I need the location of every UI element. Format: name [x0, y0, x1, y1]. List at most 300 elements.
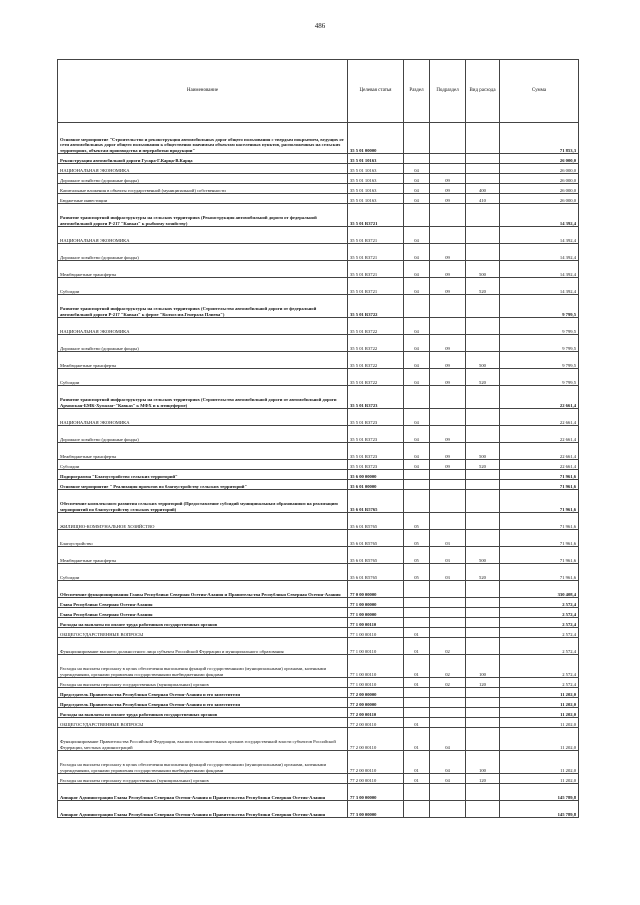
cell-sum: 9 799,5 — [500, 352, 579, 369]
cell-code: 35 5 01 R3721 — [348, 204, 404, 227]
cell-name: Аппарат Администрации Главы Республики Северная Осетия-Алания и Правительства Республики Северная Осетия-Алания — [58, 801, 348, 818]
cell-subsection: 09 — [430, 443, 466, 460]
cell-section: 01 — [404, 628, 430, 638]
cell-subsection — [430, 718, 466, 728]
cell-subsection: 09 — [430, 460, 466, 470]
cell-subsection: 09 — [430, 278, 466, 295]
cell-subsection: 09 — [430, 194, 466, 204]
cell-sum: 71 961,6 — [500, 530, 579, 547]
cell-subsection — [430, 608, 466, 618]
cell-section: 01 — [404, 718, 430, 728]
cell-section — [404, 801, 430, 818]
cell-section: 04 — [404, 184, 430, 194]
cell-code: 35 5 01 R3723 — [348, 409, 404, 426]
cell-code: 35 5 01 R3723 — [348, 460, 404, 470]
cell-section — [404, 598, 430, 608]
cell-kind — [466, 335, 500, 352]
cell-name: Дорожное хозяйство (дорожные фонды) — [58, 174, 348, 184]
cell-sum: 71 853,3 — [500, 123, 579, 154]
cell-section: 05 — [404, 547, 430, 564]
cell-sum: 9 799,5 — [500, 318, 579, 335]
cell-section — [404, 708, 430, 718]
cell-subsection: 02 — [430, 678, 466, 688]
cell-code: 77 2 00 00110 — [348, 751, 404, 774]
table-row — [58, 618, 579, 628]
cell-code: 35 5 01 10163 — [348, 174, 404, 184]
cell-code: 35 5 01 R3722 — [348, 369, 404, 386]
cell-sum: 145 789,8 — [500, 784, 579, 801]
cell-subsection: 02 — [430, 655, 466, 678]
table-row — [58, 409, 579, 426]
cell-code: 77 1 00 00110 — [348, 638, 404, 655]
cell-section: 04 — [404, 335, 430, 352]
cell-kind: 520 — [466, 278, 500, 295]
cell-kind: 100 — [466, 751, 500, 774]
cell-code: 35 5 01 R3723 — [348, 426, 404, 443]
cell-section: 01 — [404, 728, 430, 751]
table-row — [58, 154, 579, 164]
cell-subsection — [430, 801, 466, 818]
cell-name: Основное мероприятие " Реализация проектов по благоустройству сельских территорий" — [58, 480, 348, 490]
cell-section — [404, 688, 430, 698]
cell-kind: 520 — [466, 564, 500, 581]
cell-kind: 410 — [466, 194, 500, 204]
cell-name: Функционирование Правительства Российской Федерации, высших исполнительных органов государственной власти субъектов Российской Федерации, местных администраций — [58, 728, 348, 751]
cell-code: 35 5 01 R3722 — [348, 318, 404, 335]
cell-name: Расходы на выплаты персоналу государственных (муниципальных) органов — [58, 678, 348, 688]
cell-sum: 22 661,4 — [500, 426, 579, 443]
cell-kind — [466, 409, 500, 426]
cell-code: 77 2 00 00110 — [348, 774, 404, 784]
table-row — [58, 513, 579, 530]
cell-name: ОБЩЕГОСУДАРСТВЕННЫЕ ВОПРОСЫ — [58, 628, 348, 638]
table-row — [58, 678, 579, 688]
cell-kind — [466, 227, 500, 244]
cell-sum: 11 202,0 — [500, 774, 579, 784]
cell-subsection — [430, 295, 466, 318]
cell-name: Обеспечение функционирования Главы Республики Северная Осетия-Алания и Правительства Республики Северная Осетия-Алания — [58, 581, 348, 598]
cell-name: Межбюджетные трансферты — [58, 443, 348, 460]
cell-name: ОБЩЕГОСУДАРСТВЕННЫЕ ВОПРОСЫ — [58, 718, 348, 728]
cell-section: 04 — [404, 426, 430, 443]
cell-sum: 11 202,0 — [500, 688, 579, 698]
cell-kind — [466, 164, 500, 174]
cell-sum: 22 661,4 — [500, 409, 579, 426]
cell-sum: 11 202,0 — [500, 708, 579, 718]
cell-section: 04 — [404, 261, 430, 278]
cell-code: 35 5 01 R3722 — [348, 335, 404, 352]
cell-code: 77 2 00 00110 — [348, 718, 404, 728]
cell-kind: 100 — [466, 655, 500, 678]
cell-kind: 520 — [466, 369, 500, 386]
cell-section: 04 — [404, 369, 430, 386]
table-row — [58, 784, 579, 801]
cell-name: Субсидии — [58, 564, 348, 581]
table-row — [58, 184, 579, 194]
table-row — [58, 480, 579, 490]
cell-code: 35 5 01 R3722 — [348, 352, 404, 369]
cell-kind: 500 — [466, 261, 500, 278]
cell-subsection: 09 — [430, 426, 466, 443]
cell-name: Аппарат Администрации Главы Республики Северная Осетия-Алания и Правительства Республики Северная Осетия-Алания — [58, 784, 348, 801]
cell-code: 35 5 01 10163 — [348, 164, 404, 174]
cell-sum: 2 572,4 — [500, 618, 579, 628]
cell-section: 04 — [404, 244, 430, 261]
cell-sum: 2 572,4 — [500, 678, 579, 688]
cell-code: 77 1 00 00110 — [348, 655, 404, 678]
cell-section — [404, 386, 430, 409]
cell-section: 04 — [404, 227, 430, 244]
table-row — [58, 244, 579, 261]
cell-section: 04 — [404, 443, 430, 460]
cell-kind — [466, 718, 500, 728]
cell-name: Расходы на выплаты по оплате труда работников государственных органов — [58, 708, 348, 718]
cell-code: 77 0 00 00000 — [348, 581, 404, 598]
cell-kind — [466, 608, 500, 618]
cell-sum: 26 000,0 — [500, 184, 579, 194]
cell-sum: 11 202,0 — [500, 718, 579, 728]
cell-code: 77 2 00 00000 — [348, 698, 404, 708]
cell-section — [404, 470, 430, 480]
cell-section — [404, 123, 430, 154]
cell-name: Развитие транспортной инфраструктуры на сельских территориях (Строительство автомобильной дороги от федеральной автомобильной дороги Р-217 "Кавказ" к ферме "Колхоз им.Генерала Плиева") — [58, 295, 348, 318]
cell-sum: 22 661,4 — [500, 386, 579, 409]
table-row — [58, 751, 579, 774]
cell-code: 35 5 01 R3722 — [348, 295, 404, 318]
cell-sum: 11 202,0 — [500, 728, 579, 751]
cell-sum: 11 202,0 — [500, 751, 579, 774]
cell-name: Дорожное хозяйство (дорожные фонды) — [58, 335, 348, 352]
cell-name: Глава Республики Северная Осетия-Алания — [58, 598, 348, 608]
cell-kind — [466, 618, 500, 628]
cell-name: Расходы на выплаты персоналу в целях обеспечения выполнения функций государственными (муниципальными) органами, казенными учреждениями, органами управления государственными внебюджетными фондами — [58, 751, 348, 774]
cell-name: Развитие транспортной инфраструктуры на сельских территориях (Строительство автомобильной дороги от автомобильной дороги Архонская-БМК-Хумалаг-"Кавказ" к МФХ и к птицеферме) — [58, 386, 348, 409]
table-row — [58, 369, 579, 386]
cell-code: 35 5 01 R3721 — [348, 278, 404, 295]
cell-code: 77 1 00 00000 — [348, 598, 404, 608]
cell-code: 35 6 01 R5765 — [348, 547, 404, 564]
cell-kind: 120 — [466, 774, 500, 784]
cell-code: 35 5 01 R3723 — [348, 386, 404, 409]
cell-kind — [466, 318, 500, 335]
cell-sum: 2 572,4 — [500, 608, 579, 618]
cell-name: Субсидии — [58, 369, 348, 386]
cell-subsection — [430, 490, 466, 513]
cell-sum: 26 000,0 — [500, 174, 579, 184]
cell-name: Председатель Правительства Республики Северная Осетия-Алания и его заместители — [58, 688, 348, 698]
table-row — [58, 352, 579, 369]
cell-sum: 71 961,6 — [500, 490, 579, 513]
cell-subsection: 09 — [430, 369, 466, 386]
cell-section — [404, 204, 430, 227]
cell-kind — [466, 530, 500, 547]
cell-code: 35 5 01 10163 — [348, 194, 404, 204]
cell-kind — [466, 426, 500, 443]
cell-subsection — [430, 513, 466, 530]
cell-kind — [466, 490, 500, 513]
cell-subsection — [430, 598, 466, 608]
cell-kind: 520 — [466, 460, 500, 470]
cell-kind — [466, 801, 500, 818]
cell-kind: 500 — [466, 352, 500, 369]
cell-section: 05 — [404, 530, 430, 547]
cell-section — [404, 480, 430, 490]
cell-subsection — [430, 628, 466, 638]
cell-subsection — [430, 386, 466, 409]
table-row — [58, 801, 579, 818]
cell-section: 04 — [404, 460, 430, 470]
cell-kind — [466, 698, 500, 708]
cell-subsection — [430, 618, 466, 628]
cell-sum: 14 392,4 — [500, 227, 579, 244]
cell-code: 35 6 01 R5765 — [348, 564, 404, 581]
header-code: Целевая статья — [348, 60, 404, 123]
table-row — [58, 443, 579, 460]
table-row — [58, 688, 579, 698]
cell-section — [404, 784, 430, 801]
cell-code: 77 1 00 00000 — [348, 608, 404, 618]
cell-name: Расходы на выплаты персоналу государственных (муниципальных) органов — [58, 774, 348, 784]
cell-sum: 330 408,4 — [500, 581, 579, 598]
cell-sum: 14 392,4 — [500, 278, 579, 295]
table-row — [58, 318, 579, 335]
cell-sum: 9 799,5 — [500, 335, 579, 352]
cell-subsection: 04 — [430, 774, 466, 784]
cell-subsection — [430, 164, 466, 174]
cell-code: 77 1 00 00110 — [348, 618, 404, 628]
cell-sum: 26 000,0 — [500, 154, 579, 164]
cell-kind — [466, 513, 500, 530]
cell-name: Расходы на выплаты персоналу в целях обеспечения выполнения функций государственными (муниципальными) органами, казенными учреждениями, органами управления государственными внебюджетными фондами — [58, 655, 348, 678]
cell-subsection: 09 — [430, 184, 466, 194]
cell-name: Межбюджетные трансферты — [58, 352, 348, 369]
cell-subsection — [430, 784, 466, 801]
cell-name: Развитие транспортной инфраструктуры на сельских территориях (Реконструкция автомобильной дороги от федеральной автомобильной дороги Р-217 "Кавказ" к рыбному хозяйству) — [58, 204, 348, 227]
cell-section: 04 — [404, 174, 430, 184]
table-row — [58, 261, 579, 278]
cell-sum: 71 961,6 — [500, 564, 579, 581]
cell-code: 77 2 00 00110 — [348, 708, 404, 718]
cell-kind — [466, 628, 500, 638]
table-row — [58, 708, 579, 718]
cell-sum: 22 661,4 — [500, 460, 579, 470]
cell-section — [404, 608, 430, 618]
cell-name: НАЦИОНАЛЬНАЯ ЭКОНОМИКА — [58, 164, 348, 174]
budget-table — [57, 59, 579, 818]
cell-subsection — [430, 480, 466, 490]
table-row — [58, 194, 579, 204]
table-row — [58, 490, 579, 513]
table-row — [58, 530, 579, 547]
cell-name: Расходы на выплаты по оплате труда работников государственных органов — [58, 618, 348, 628]
cell-section — [404, 698, 430, 708]
cell-name: Межбюджетные трансферты — [58, 547, 348, 564]
table-row — [58, 581, 579, 598]
cell-name: ЖИЛИЩНО-КОММУНАЛЬНОЕ ХОЗЯЙСТВО — [58, 513, 348, 530]
cell-code: 77 3 00 00000 — [348, 801, 404, 818]
cell-code: 35 5 01 00000 — [348, 123, 404, 154]
cell-kind — [466, 728, 500, 751]
cell-kind — [466, 470, 500, 480]
cell-section: 01 — [404, 751, 430, 774]
cell-code: 77 3 00 00000 — [348, 784, 404, 801]
table-row — [58, 278, 579, 295]
cell-kind — [466, 174, 500, 184]
cell-name: Субсидии — [58, 278, 348, 295]
header-subsection: Подраздел — [430, 60, 466, 123]
cell-sum: 11 202,0 — [500, 698, 579, 708]
cell-code: 35 5 01 R3721 — [348, 244, 404, 261]
cell-section — [404, 581, 430, 598]
cell-code: 77 1 00 00110 — [348, 678, 404, 688]
cell-sum: 71 961,6 — [500, 513, 579, 530]
cell-sum: 26 000,0 — [500, 164, 579, 174]
cell-section — [404, 618, 430, 628]
cell-subsection: 09 — [430, 335, 466, 352]
cell-sum: 2 572,4 — [500, 655, 579, 678]
cell-section: 01 — [404, 638, 430, 655]
cell-subsection — [430, 698, 466, 708]
cell-kind — [466, 386, 500, 409]
table-row — [58, 564, 579, 581]
cell-kind — [466, 123, 500, 154]
table-row — [58, 608, 579, 618]
table-row — [58, 718, 579, 728]
cell-subsection: 03 — [430, 564, 466, 581]
cell-subsection: 03 — [430, 547, 466, 564]
cell-section: 05 — [404, 513, 430, 530]
header-name: Наименование — [58, 60, 348, 123]
cell-name: Бюджетные инвестиции — [58, 194, 348, 204]
table-header-row — [58, 60, 579, 123]
cell-kind — [466, 581, 500, 598]
cell-subsection — [430, 318, 466, 335]
cell-section: 04 — [404, 164, 430, 174]
cell-name: НАЦИОНАЛЬНАЯ ЭКОНОМИКА — [58, 409, 348, 426]
cell-kind — [466, 598, 500, 608]
cell-subsection: 09 — [430, 244, 466, 261]
cell-section: 04 — [404, 318, 430, 335]
cell-subsection: 09 — [430, 352, 466, 369]
cell-section: 01 — [404, 774, 430, 784]
cell-subsection — [430, 409, 466, 426]
cell-kind — [466, 784, 500, 801]
cell-subsection: 09 — [430, 174, 466, 184]
cell-code: 35 6 00 00000 — [348, 470, 404, 480]
header-kind: Вид расхода — [466, 60, 500, 123]
table-body — [58, 123, 579, 818]
cell-sum: 26 000,0 — [500, 194, 579, 204]
cell-sum: 9 799,5 — [500, 369, 579, 386]
table-row — [58, 547, 579, 564]
table-row — [58, 728, 579, 751]
cell-code: 35 6 01 R5765 — [348, 490, 404, 513]
cell-subsection: 02 — [430, 638, 466, 655]
cell-name: НАЦИОНАЛЬНАЯ ЭКОНОМИКА — [58, 318, 348, 335]
table-row — [58, 698, 579, 708]
cell-section: 01 — [404, 655, 430, 678]
cell-kind: 500 — [466, 443, 500, 460]
cell-name: НАЦИОНАЛЬНАЯ ЭКОНОМИКА — [58, 227, 348, 244]
cell-kind — [466, 638, 500, 655]
table-row — [58, 295, 579, 318]
cell-code: 77 2 00 00000 — [348, 688, 404, 698]
cell-code: 77 2 00 00110 — [348, 728, 404, 751]
cell-code: 35 5 01 R3721 — [348, 261, 404, 278]
cell-section: 04 — [404, 409, 430, 426]
cell-name: Председатель Правительства Республики Северная Осетия-Алания и его заместители — [58, 698, 348, 708]
cell-section: 04 — [404, 278, 430, 295]
cell-section — [404, 154, 430, 164]
header-section: Раздел — [404, 60, 430, 123]
cell-kind: 120 — [466, 678, 500, 688]
cell-name: Дорожное хозяйство (дорожные фонды) — [58, 244, 348, 261]
cell-sum: 71 961,6 — [500, 547, 579, 564]
cell-subsection: 04 — [430, 751, 466, 774]
cell-section — [404, 490, 430, 513]
cell-section — [404, 295, 430, 318]
cell-kind — [466, 708, 500, 718]
table-row — [58, 460, 579, 470]
cell-subsection — [430, 123, 466, 154]
cell-kind — [466, 295, 500, 318]
cell-kind — [466, 688, 500, 698]
cell-code: 35 6 01 00000 — [348, 480, 404, 490]
cell-kind: 500 — [466, 547, 500, 564]
cell-subsection — [430, 708, 466, 718]
cell-subsection — [430, 470, 466, 480]
cell-name: Функционирование высшего должностного лица субъекта Российской Федерации и муниципального образования — [58, 638, 348, 655]
cell-kind — [466, 154, 500, 164]
cell-subsection — [430, 688, 466, 698]
cell-sum: 22 661,4 — [500, 443, 579, 460]
cell-subsection: 03 — [430, 530, 466, 547]
cell-kind — [466, 244, 500, 261]
cell-subsection: 04 — [430, 728, 466, 751]
table-row — [58, 204, 579, 227]
page-number: 486 — [314, 22, 326, 30]
cell-name: Основное мероприятие "Строительство и реконструкция автомобильных дорог общего пользования с твердым покрытием, ведущих от сети автомобильных дорог общего пользования к общественно значимым объектам населенных пунктов, расположенных на сельских территориях, объектам производства и переработки продукции" — [58, 123, 348, 154]
table-row — [58, 174, 579, 184]
cell-name: Обеспечение комплексного развития сельских территорий (Предоставление субсидий муниципальным образованиям на реализацию мероприятий по благоустройству сельских территорий) — [58, 490, 348, 513]
cell-subsection — [430, 227, 466, 244]
cell-code: 35 5 01 10163 — [348, 184, 404, 194]
cell-name: Субсидии — [58, 460, 348, 470]
cell-subsection: 09 — [430, 261, 466, 278]
cell-name: Подпрограмма "Благоустройство сельских территорий" — [58, 470, 348, 480]
cell-kind — [466, 204, 500, 227]
table-row — [58, 426, 579, 443]
cell-sum: 71 961,6 — [500, 470, 579, 480]
cell-code: 77 1 00 00110 — [348, 628, 404, 638]
cell-sum: 14 392,4 — [500, 261, 579, 278]
cell-subsection — [430, 204, 466, 227]
cell-name: Дорожное хозяйство (дорожные фонды) — [58, 426, 348, 443]
cell-name: Капитальные вложения в объекты государственной (муниципальной) собственности — [58, 184, 348, 194]
cell-sum: 2 572,4 — [500, 598, 579, 608]
table-row — [58, 638, 579, 655]
cell-section: 04 — [404, 352, 430, 369]
cell-sum: 9 799,5 — [500, 295, 579, 318]
cell-name: Глава Республики Северная Осетия-Алания — [58, 608, 348, 618]
cell-section: 05 — [404, 564, 430, 581]
table-row — [58, 227, 579, 244]
table-row — [58, 335, 579, 352]
cell-section: 01 — [404, 678, 430, 688]
cell-name: Благоустройство — [58, 530, 348, 547]
table-row — [58, 774, 579, 784]
table-row — [58, 598, 579, 608]
